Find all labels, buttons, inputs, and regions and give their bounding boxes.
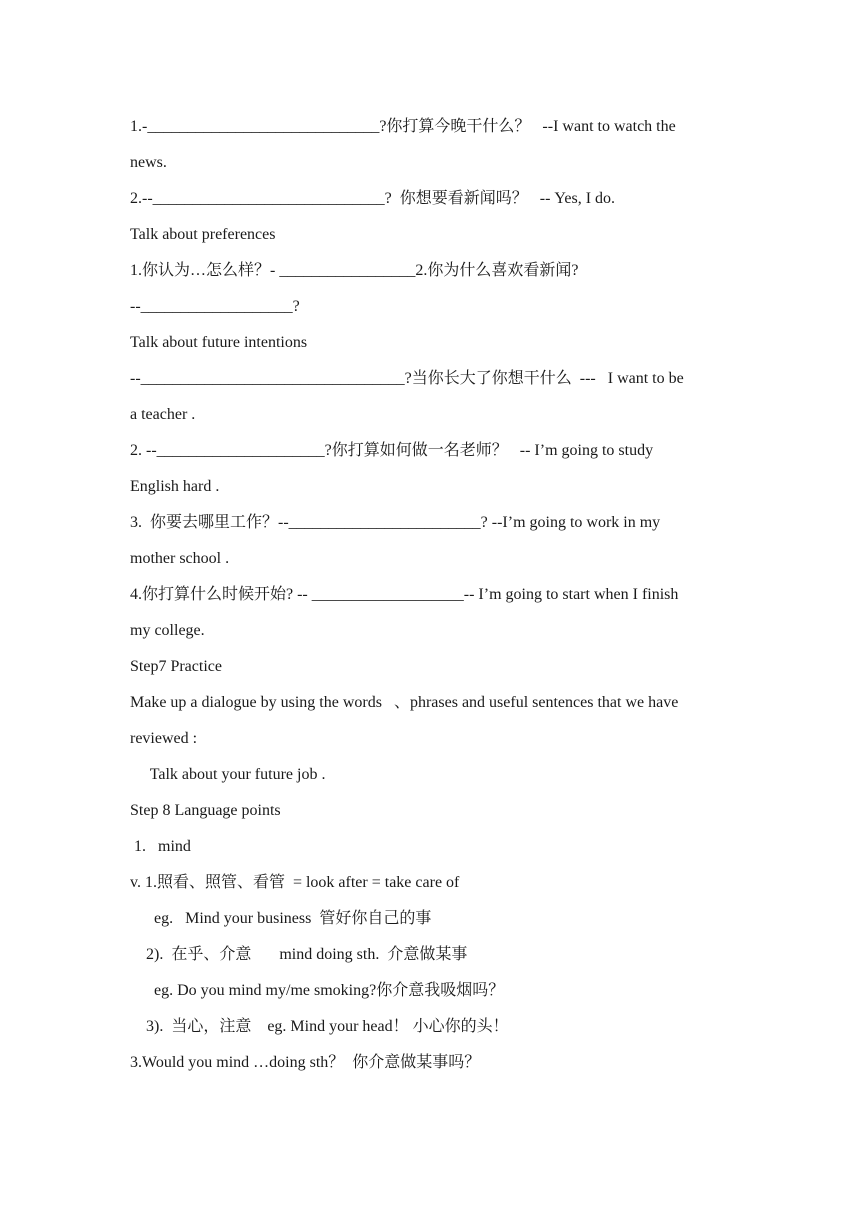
intentions-line-1-cont: a teacher . xyxy=(130,406,196,423)
intentions-line-2: 2. --_____________________?你打算如何做一名老师？ -- I’m going to study xyxy=(130,442,654,459)
question-line-1: 1.-_____________________________?你打算今晚干什么？ --I want to watch the xyxy=(130,118,676,135)
mind-example-2: eg. Do you mind my/me smoking?你介意我吸烟吗？ xyxy=(130,982,505,999)
mind-meaning-2: 2). 在乎、介意 mind doing sth. 介意做某事 xyxy=(130,946,468,963)
would-you-mind: 3.Would you mind …doing sth？ 你介意做某事吗？ xyxy=(130,1054,481,1071)
document-body xyxy=(130,109,730,1081)
practice-instruction-cont: reviewed : xyxy=(130,730,198,747)
question-line-2: 2.--_____________________________? 你想要看新闻吗？ -- Yes, I do. xyxy=(130,190,616,207)
section-heading-preferences: Talk about preferences xyxy=(130,226,276,243)
intentions-line-4: 4.你打算什么时候开始? -- ___________________-- I’m going to start when I finish xyxy=(130,586,679,603)
step7-heading: Step7 Practice xyxy=(130,658,222,675)
section-heading-intentions: Talk about future intentions xyxy=(130,334,308,351)
intentions-line-3-cont: mother school . xyxy=(130,550,230,567)
question-line-1-cont: news. xyxy=(130,154,167,171)
mind-meaning-3: 3). 当心，注意 eg. Mind your head！ 小心你的头！ xyxy=(130,1018,509,1035)
mind-meaning-1: v. 1.照看、照管、看管 = look after = take care of xyxy=(130,874,460,891)
intentions-line-4-cont: my college. xyxy=(130,622,205,639)
practice-topic: Talk about your future job . xyxy=(130,766,326,783)
intentions-line-3: 3. 你要去哪里工作？--________________________? --I’m going to work in my xyxy=(130,514,661,531)
language-point-mind: 1. mind xyxy=(130,838,191,855)
intentions-line-1: --_________________________________?当你长大了你想干什么 --- I want to be xyxy=(130,370,684,387)
practice-instruction: Make up a dialogue by using the words 、phrases and useful sentences that we have xyxy=(130,694,679,711)
mind-example-1: eg. Mind your business 管好你自己的事 xyxy=(130,910,432,927)
preferences-line-1: 1.你认为…怎么样？- _________________2.你为什么喜欢看新闻? xyxy=(130,262,579,279)
step8-heading: Step 8 Language points xyxy=(130,802,281,819)
intentions-line-2-cont: English hard . xyxy=(130,478,220,495)
preferences-line-2: --___________________? xyxy=(130,298,300,315)
